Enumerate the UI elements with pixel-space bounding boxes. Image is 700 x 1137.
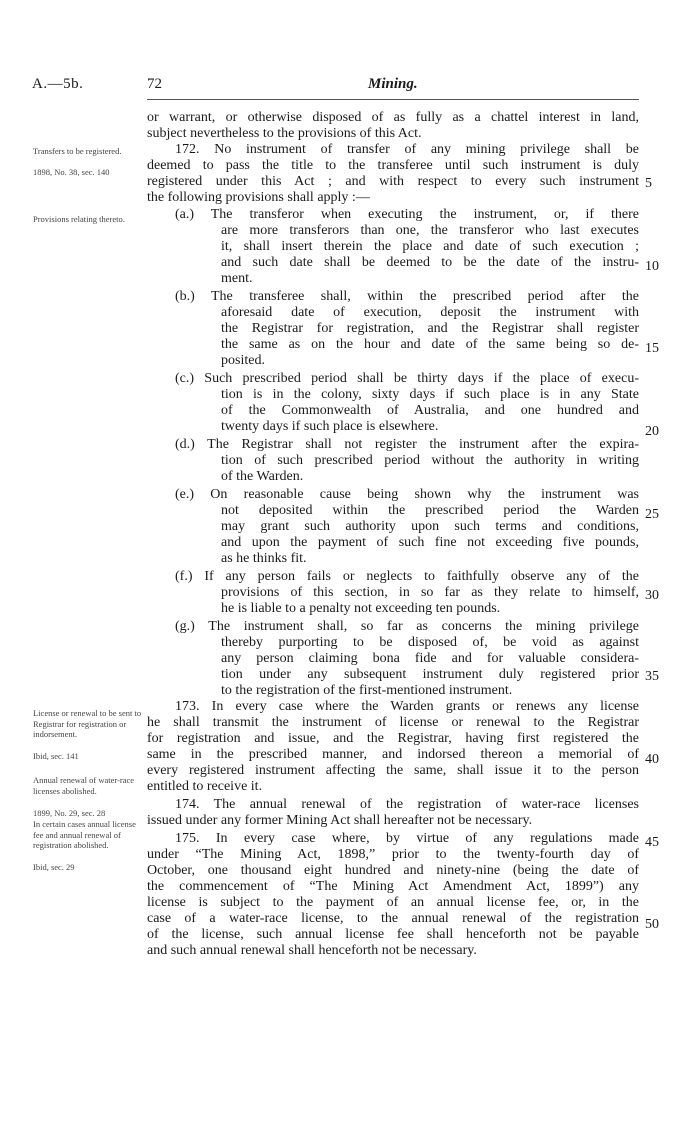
text-line: tion under any subsequent instrument duly registered prior xyxy=(221,667,639,682)
text-line: same in the prescribed manner, and indorsed thereon a memorial of xyxy=(147,747,639,762)
text-line: the following provisions shall apply :— xyxy=(147,190,370,205)
text-line: may grant such authority upon such terms and conditions, xyxy=(221,519,639,534)
text-line: for registration and issue, and the Registrar, having first registered the xyxy=(147,731,639,746)
line-number: 20 xyxy=(645,424,659,439)
text-line: (e.) On reasonable cause being shown why the instrument was xyxy=(175,487,639,502)
text-line: any person claiming bona fide and for valuable considera- xyxy=(221,651,639,666)
text-line: and such date shall be deemed to be the date of the instru- xyxy=(221,255,639,270)
text-line: to the registration of the first-mentioned instrument. xyxy=(221,683,513,698)
text-line: of the Commonwealth of Australia, and one hundred and xyxy=(221,403,639,418)
text-line: aforesaid date of execution, deposit the instrument with xyxy=(221,305,639,320)
text-line: (c.) Such prescribed period shall be thirty days if the place of execu- xyxy=(175,371,639,386)
text-line: are more transferors than one, the transferor who last executes xyxy=(221,223,639,238)
text-line: or warrant, or otherwise disposed of as fully as a chattel interest in land, xyxy=(147,110,639,125)
text-line: the Registrar for registration, and the Registrar shall register xyxy=(221,321,639,336)
margin-note-citation: 1898, No. 38, sec. 140 xyxy=(33,167,110,177)
text-line: and upon the payment of such fine not exceeding five pounds, xyxy=(221,535,639,550)
line-number: 50 xyxy=(645,917,659,932)
line-number: 10 xyxy=(645,259,659,274)
text-line: (d.) The Registrar shall not register the instrument after the expira- xyxy=(175,437,639,452)
text-line: case of a water-race license, to the annual renewal of the registration xyxy=(147,911,639,926)
margin-note-transfers: Transfers to be registered. xyxy=(33,146,122,156)
text-line: tion of such prescribed period without the authority in writing xyxy=(221,453,639,468)
section-173-heading: 173. In every case where the Warden grants or renews any license xyxy=(175,699,639,714)
text-line: (a.) The transferor when executing the instrument, or, if there xyxy=(175,207,639,222)
text-line: registered under this Act ; and with respect to every such instrument xyxy=(147,174,639,189)
line-number: 5 xyxy=(645,176,652,191)
text-line: entitled to receive it. xyxy=(147,779,263,794)
text-line: every registered instrument affecting the same, shall issue it to the person xyxy=(147,763,639,778)
text-line: license is subject to the payment of an annual license fee, or, in the xyxy=(147,895,639,910)
text-line: the commencement of “The Mining Act Amendment Act, 1899”) any xyxy=(147,879,639,894)
line-number: 30 xyxy=(645,588,659,603)
text-line: as he thinks fit. xyxy=(221,551,307,566)
line-number: 35 xyxy=(645,669,659,684)
margin-note-annual-renewal: Annual renewal of water-race licenses abolished. xyxy=(33,775,135,796)
text-line: ment. xyxy=(221,271,253,286)
section-175-heading: 175. In every case where, by virtue of any regulations made xyxy=(175,831,639,846)
text-line: thereby purporting to be disposed of, be void as against xyxy=(221,635,639,650)
text-line: the same as on the hour and date of the same being so de- xyxy=(221,337,639,352)
section-172-heading: 172. No instrument of transfer of any mining privilege shall be xyxy=(175,142,639,157)
text-line: of the license, such annual license fee shall henceforth not be payable xyxy=(147,927,639,942)
text-line: and such annual renewal shall henceforth not be necessary. xyxy=(147,943,477,958)
text-line: October, one thousand eight hundred and ninety-nine (being the date of xyxy=(147,863,639,878)
text-line: it, shall insert therein the place and date of such execution ; xyxy=(221,239,639,254)
document-code: A.—5b. xyxy=(32,76,84,92)
margin-note-license-fee: In certain cases annual license fee and annual renewal of registration abolished. xyxy=(33,819,136,850)
text-line: (f.) If any person fails or neglects to faithfully observe any of the xyxy=(175,569,639,584)
text-line: of the Warden. xyxy=(221,469,304,484)
text-line: twenty days if such place is elsewhere. xyxy=(221,419,439,434)
text-line: he shall transmit the instrument of license or renewal to the Registrar xyxy=(147,715,639,730)
text-line: he is liable to a penalty not exceeding ten pounds. xyxy=(221,601,501,616)
page-title: Mining. xyxy=(368,76,418,92)
text-line: (b.) The transferee shall, within the prescribed period after the xyxy=(175,289,639,304)
text-line: (g.) The instrument shall, so far as concerns the mining privilege xyxy=(175,619,639,634)
text-line: tion is in the colony, sixty days if such place is in any State xyxy=(221,387,639,402)
text-line: posited. xyxy=(221,353,265,368)
margin-note-license: License or renewal to be sent to Registrar for registration or indorsement. xyxy=(33,708,142,739)
margin-note-provisions: Provisions relating thereto. xyxy=(33,214,125,224)
line-number: 15 xyxy=(645,341,659,356)
text-line: issued under any former Mining Act shall hereafter not be necessary. xyxy=(147,813,533,828)
line-number: 45 xyxy=(645,835,659,850)
section-174-heading: 174. The annual renewal of the registration of water-race licenses xyxy=(175,797,639,812)
line-number: 40 xyxy=(645,752,659,767)
page-number: 72 xyxy=(147,76,162,92)
text-line: provisions of this section, in so far as they relate to himself, xyxy=(221,585,639,600)
text-line: not deposited within the prescribed period the Warden xyxy=(221,503,639,518)
margin-note-citation: Ibid, sec. 141 xyxy=(33,751,79,761)
margin-note-citation: 1899, No. 29, sec. 28 xyxy=(33,808,106,818)
text-line: subject nevertheless to the provisions of this Act. xyxy=(147,126,422,141)
header-rule xyxy=(147,99,639,100)
line-number: 25 xyxy=(645,507,659,522)
text-line: deemed to pass the title to the transferee until such instrument is duly xyxy=(147,158,639,173)
text-line: under “The Mining Act, 1898,” prior to the twenty-fourth day of xyxy=(147,847,639,862)
margin-note-citation: Ibid, sec. 29 xyxy=(33,862,75,872)
